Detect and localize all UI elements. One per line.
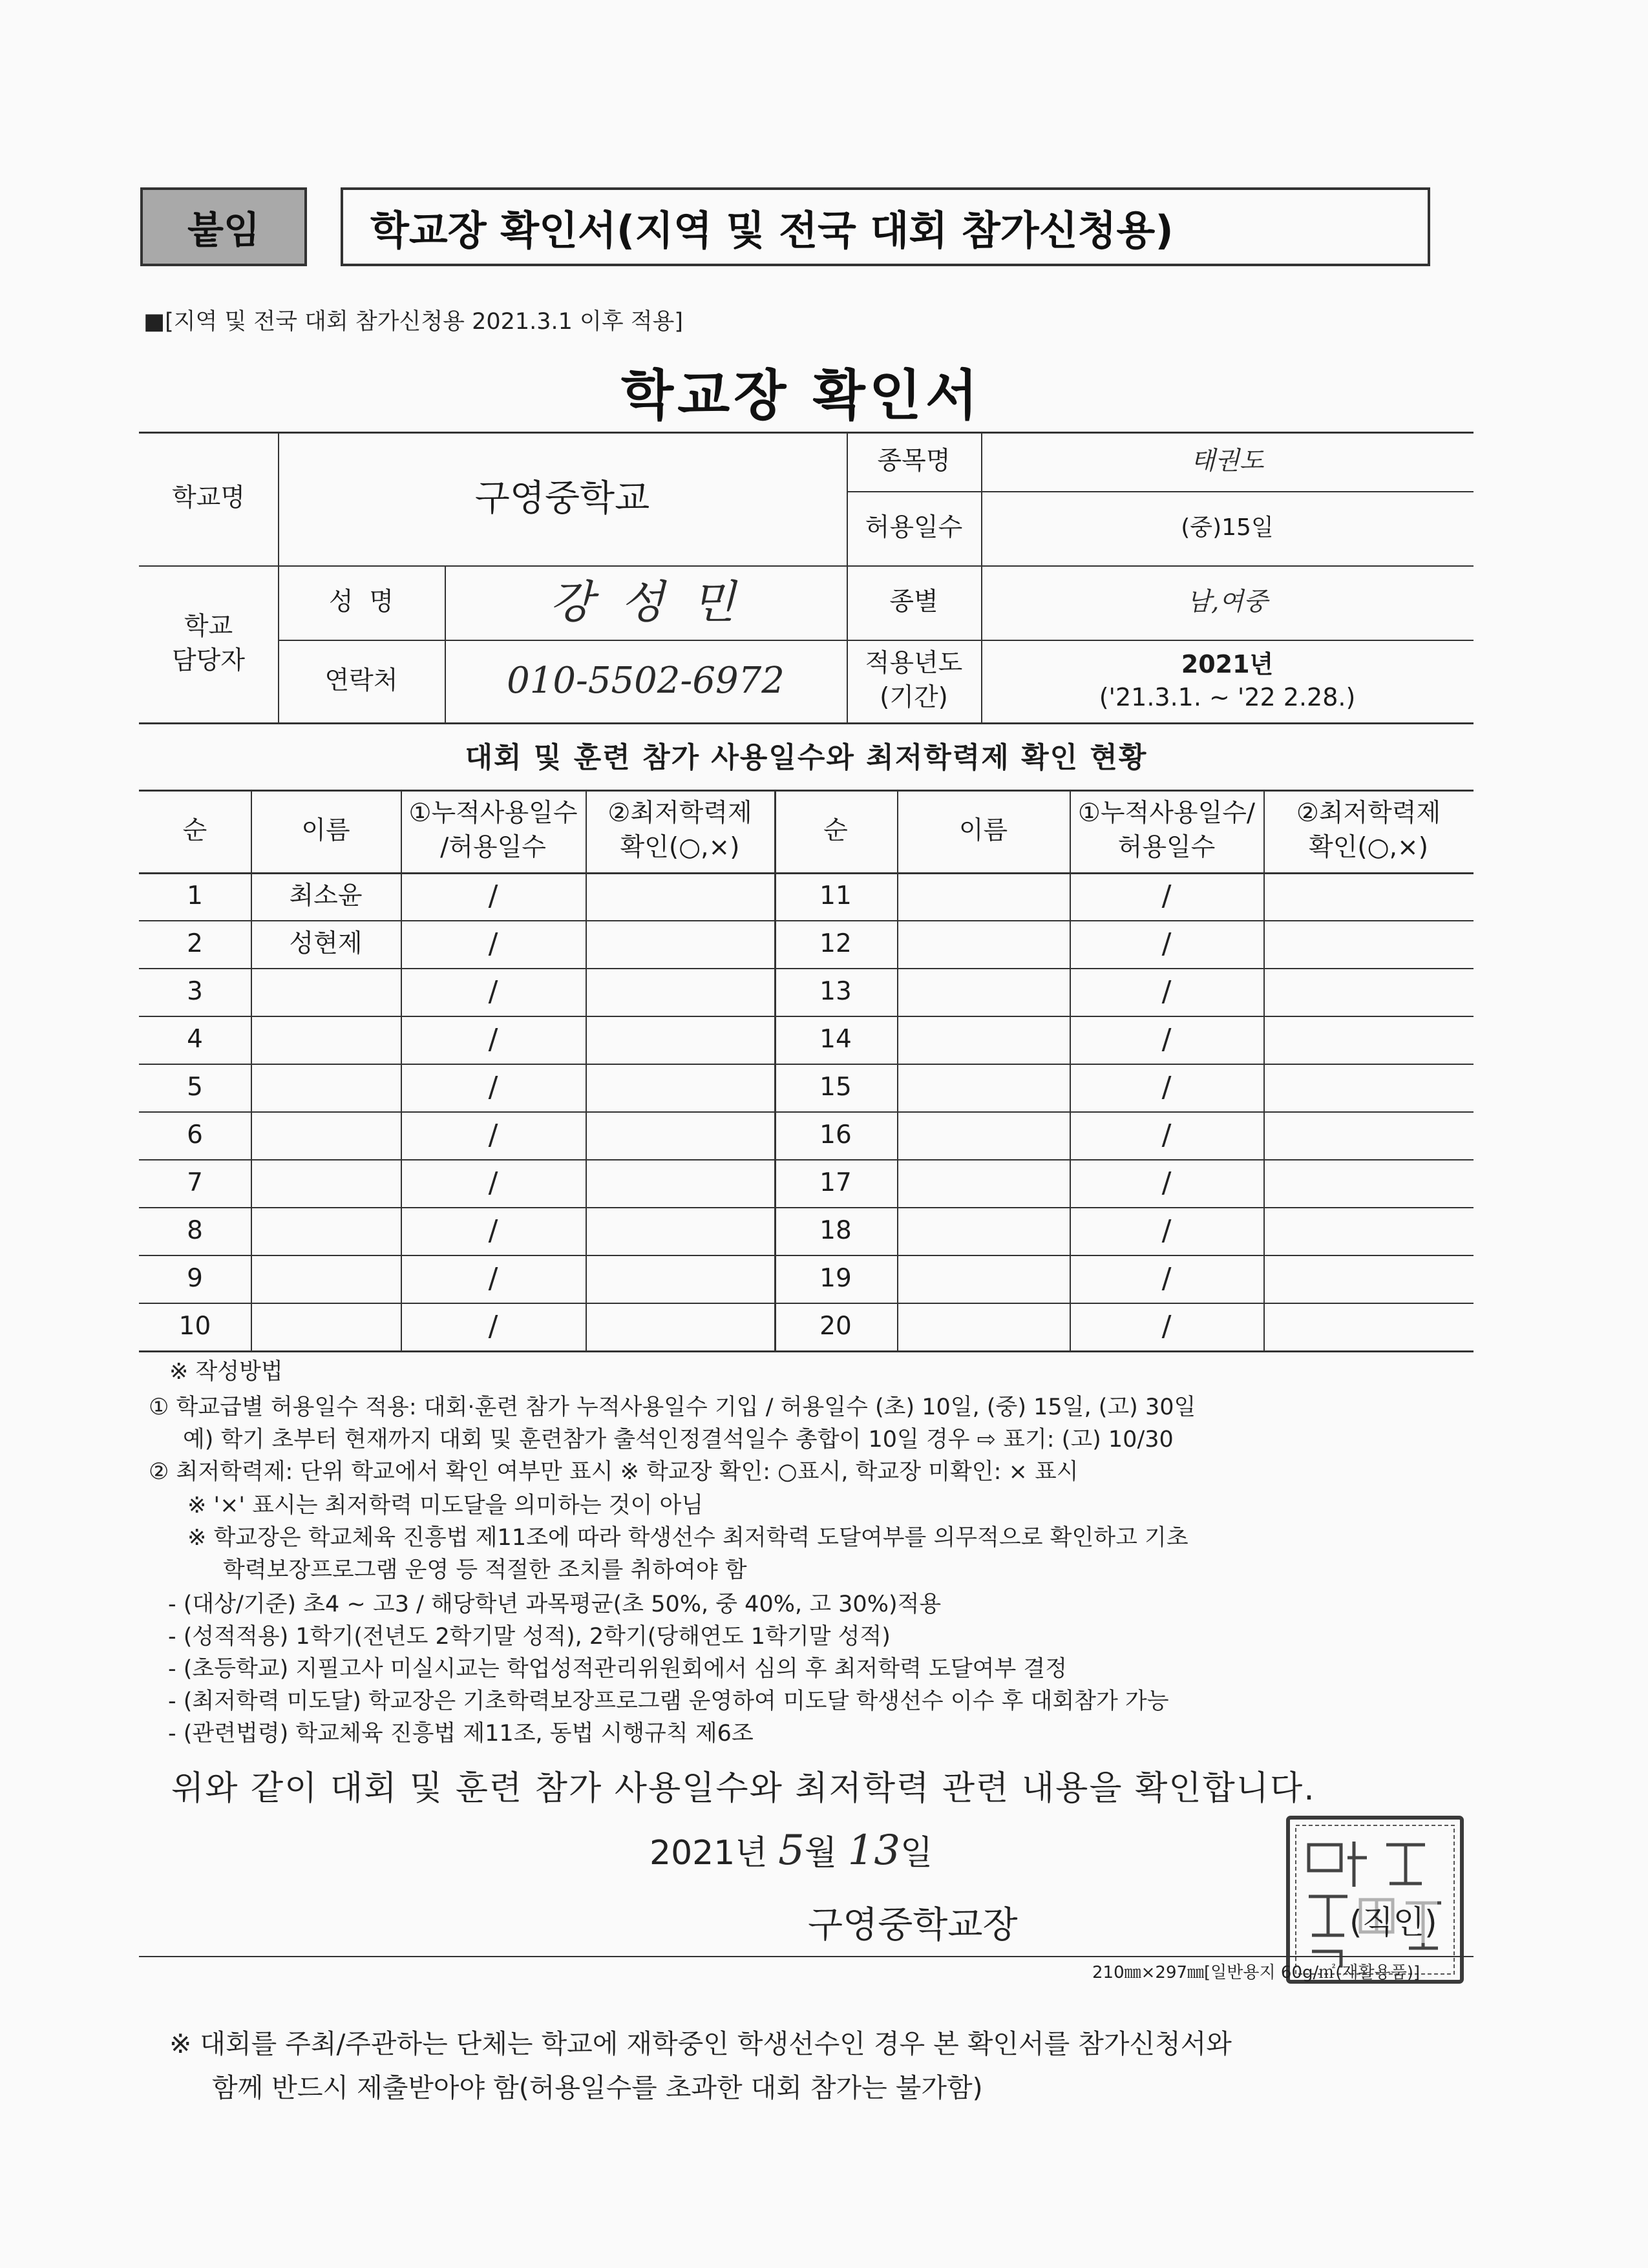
apply-year-label-line1: 적용년도 [865, 649, 963, 678]
row-days-right: / [1161, 1310, 1172, 1343]
instruction-line: - (초등학교) 지필고사 미실시교는 학업성적관리위원회에서 심의 후 최저학력 도달여부 결정 [168, 1656, 1068, 1682]
event-label: 종목명 [877, 446, 951, 476]
row-name [251, 968, 401, 1016]
document-title: 학교장 확인서 [620, 364, 982, 427]
apply-year-label [847, 640, 981, 722]
row-days-right: / [1161, 975, 1172, 1009]
header-check-line1: ②최저학력제 [607, 799, 752, 828]
paper-spec: 210㎜×297㎜[일반용지 60g/㎡(재활용품)] [1092, 1963, 1421, 1982]
row-no-right: 16 [819, 1120, 852, 1150]
instruction-line: 학력보장프로그램 운영 등 적절한 조치를 취하여야 함 [223, 1557, 747, 1583]
row-no: 6 [187, 1120, 203, 1150]
row-check [586, 1255, 774, 1303]
row-no-right: 14 [819, 1024, 852, 1054]
row-days-right: / [1161, 1214, 1172, 1248]
manager-name-label: 성 명 [328, 587, 394, 617]
header-days-right [1070, 790, 1263, 872]
footer-note-line1: ※ 대회를 주최/주관하는 단체는 학교에 재학중인 학생선수인 경우 본 확인서를 참가신청서와 [169, 2028, 1232, 2059]
header-no: 순 [182, 815, 207, 845]
row-days: / [488, 1023, 498, 1056]
row-check-right [1263, 872, 1474, 920]
manager-label [139, 565, 278, 722]
instruction-line: ※ 학교장은 학교체육 진흥법 제11조에 따라 학생선수 최저학력 도달여부를 의무적으로 확인하고 기초 [187, 1525, 1188, 1551]
row-check [586, 872, 774, 920]
row-no: 5 [187, 1072, 203, 1102]
row-check-right [1263, 968, 1474, 1016]
confirmation-date [650, 1825, 933, 1874]
apply-period: ('21.3.1. ~ '22 2.28.) [1099, 683, 1356, 711]
row-no: 10 [178, 1311, 211, 1341]
usage-table-caption: 대회 및 훈련 참가 사용일수와 최저학력제 확인 현황 [465, 740, 1148, 774]
allowed-days-label: 허용일수 [865, 513, 963, 543]
row-name-right [897, 920, 1070, 968]
header-days-line2: /허용일수 [440, 833, 546, 862]
instruction-line: ② 최저학력제: 단위 학교에서 확인 여부만 표시 ※ 학교장 확인: ○표시, 학교장 미확인: × 표시 [149, 1459, 1079, 1485]
header-days-right-line1: ①누적사용일수/ [1077, 799, 1256, 828]
row-days: / [488, 1166, 498, 1200]
row-name-right [897, 1159, 1070, 1207]
instruction-line: ※ '×' 표시는 최저학력 미도달을 의미하는 것이 아님 [187, 1493, 704, 1518]
row-check [586, 968, 774, 1016]
header-check-right-line2: 확인(○,×) [1309, 833, 1428, 862]
row-check-right [1263, 1159, 1474, 1207]
row-no-right: 20 [819, 1311, 852, 1341]
instruction-line: - (최저학력 미도달) 학교장은 기초학력보장프로그램 운영하여 미도달 학생선수 이수 후 대회참가 가능 [168, 1688, 1169, 1714]
row-no-right: 13 [819, 976, 852, 1006]
school-name-value: 구영중학교 [474, 477, 650, 520]
row-no: 1 [187, 881, 203, 910]
row-name [251, 1303, 401, 1350]
form-title: 학교장 확인서(지역 및 전국 대회 참가신청용) [341, 187, 1430, 266]
apply-year-label-line2: (기간) [880, 683, 948, 712]
manager-name-handwritten: 강 성 민 [549, 576, 742, 629]
row-days: / [488, 1071, 498, 1104]
header-name: 이름 [301, 815, 350, 845]
row-name [251, 1064, 401, 1111]
row-check-right [1263, 920, 1474, 968]
header-days-line1: ①누적사용일수 [408, 799, 578, 828]
category-value: 남,여중 [1187, 587, 1268, 617]
row-days-right: / [1161, 879, 1172, 913]
row-name-right [897, 1064, 1070, 1111]
row-no-right: 19 [819, 1263, 852, 1293]
row-check-right [1263, 1064, 1474, 1111]
date-day-handwritten: 13 [847, 1827, 901, 1874]
row-name: 성현제 [289, 929, 363, 958]
row-no: 2 [187, 929, 203, 958]
row-check [586, 1111, 774, 1159]
date-day-unit: 일 [900, 1834, 933, 1873]
row-check [586, 1016, 774, 1064]
footer-note-line2: 함께 반드시 제출받아야 함(허용일수를 초과한 대회 참가는 불가함) [212, 2072, 983, 2103]
contact-label: 연락처 [324, 666, 398, 695]
row-days-right: / [1161, 1262, 1172, 1296]
row-days: / [488, 975, 498, 1009]
allowed-days-value: (중)15일 [1181, 514, 1274, 541]
row-check [586, 1207, 774, 1255]
row-name-right [897, 1207, 1070, 1255]
row-days: / [488, 879, 498, 913]
event-value: 태권도 [1190, 446, 1264, 476]
row-check-right [1263, 1255, 1474, 1303]
row-name [251, 1111, 401, 1159]
row-days: / [488, 1118, 498, 1152]
principal-name: 구영중학교장 [808, 1904, 1018, 1946]
row-no-right: 18 [819, 1215, 852, 1245]
row-no-right: 17 [819, 1168, 852, 1197]
row-check [586, 1159, 774, 1207]
instructions-title: ※ 작성방법 [169, 1359, 283, 1385]
header-days-right-line2: 허용일수 [1117, 833, 1216, 862]
row-no: 4 [187, 1024, 203, 1054]
row-days: / [488, 1310, 498, 1343]
row-no: 8 [187, 1215, 203, 1245]
header-check [586, 790, 774, 872]
row-days: / [488, 927, 498, 961]
instruction-line: 예) 학기 초부터 현재까지 대회 및 훈련참가 출석인정결석일수 총합이 10일 경우 ⇨ 표기: (고) 10/30 [183, 1427, 1174, 1453]
row-days-right: / [1161, 1071, 1172, 1104]
instruction-line: - (관련법령) 학교체육 진흥법 제11조, 동법 시행규칙 제6조 [168, 1721, 754, 1747]
school-name-label: 학교명 [171, 483, 246, 513]
row-days-right: / [1161, 1166, 1172, 1200]
row-name [251, 1207, 401, 1255]
row-name-right [897, 968, 1070, 1016]
instruction-line: ① 학교급별 허용일수 적용: 대회·훈련 참가 누적사용일수 기입 / 허용일수 (초) 10일, (중) 15일, (고) 30일 [149, 1394, 1196, 1420]
header-check-line2: 확인(○,×) [620, 833, 740, 862]
manager-label-line1: 학교 [184, 611, 233, 641]
confirmation-statement: 위와 같이 대회 및 훈련 참가 사용일수와 최저학력 관련 내용을 확인합니다. [171, 1769, 1316, 1808]
row-check-right [1263, 1016, 1474, 1064]
header-no-right: 순 [823, 815, 848, 845]
row-no: 3 [187, 976, 203, 1006]
row-days: / [488, 1262, 498, 1296]
date-year: 2021년 [650, 1834, 768, 1873]
row-name [251, 1016, 401, 1064]
row-check [586, 1303, 774, 1350]
header-check-right [1263, 790, 1474, 872]
attachment-label: 붙임 [140, 187, 307, 266]
date-month-unit: 월 [804, 1834, 838, 1873]
header-days [401, 790, 586, 872]
apply-year: 2021년 [1181, 649, 1274, 678]
row-days-right: / [1161, 927, 1172, 961]
row-no-right: 15 [819, 1072, 852, 1102]
row-name-right [897, 1255, 1070, 1303]
row-check [586, 920, 774, 968]
header-name-right: 이름 [958, 815, 1008, 845]
row-name [251, 1159, 401, 1207]
contact-handwritten: 010-5502-6972 [507, 660, 785, 702]
row-no-right: 11 [819, 881, 852, 910]
row-name: 최소윤 [289, 881, 363, 910]
divider [139, 1956, 1474, 1957]
row-name-right [897, 1303, 1070, 1350]
seal-label: (직인) [1349, 1896, 1437, 1943]
row-name-right [897, 1111, 1070, 1159]
instruction-line: - (대상/기준) 초4 ~ 고3 / 해당학년 과목평균(초 50%, 중 40%, 고 30%)적용 [168, 1591, 942, 1617]
apply-year-value [981, 640, 1474, 722]
row-name [251, 1255, 401, 1303]
instruction-line: - (성적적용) 1학기(전년도 2학기말 성적), 2학기(당해연도 1학기말 성적) [168, 1624, 891, 1650]
row-name-right [897, 872, 1070, 920]
header-check-right-line1: ②최저학력제 [1296, 799, 1441, 828]
row-check-right [1263, 1303, 1474, 1350]
row-check-right [1263, 1111, 1474, 1159]
row-no-right: 12 [819, 929, 852, 958]
row-check [586, 1064, 774, 1111]
row-no: 9 [187, 1263, 203, 1293]
row-name-right [897, 1016, 1070, 1064]
row-check-right [1263, 1207, 1474, 1255]
row-days: / [488, 1214, 498, 1248]
manager-label-line2: 담당자 [171, 646, 246, 675]
row-days-right: / [1161, 1023, 1172, 1056]
row-no: 7 [187, 1168, 203, 1197]
apply-note: ■[지역 및 전국 대회 참가신청용 2021.3.1 이후 적용] [143, 309, 684, 335]
date-month-handwritten: 5 [778, 1827, 805, 1874]
row-days-right: / [1161, 1118, 1172, 1152]
category-label: 종별 [889, 587, 938, 617]
